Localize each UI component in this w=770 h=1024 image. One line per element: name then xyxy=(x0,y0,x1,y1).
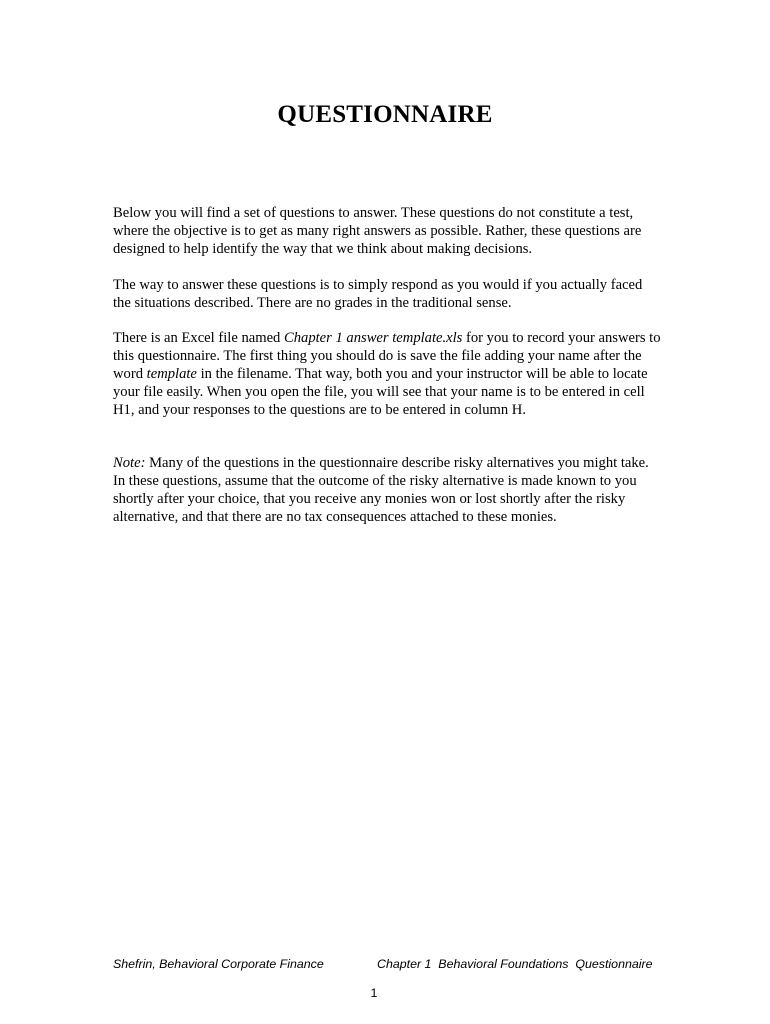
page-title: QUESTIONNAIRE xyxy=(277,101,493,128)
instructions-paragraph: The way to answer these questions is to simply respond as you would if you actually faced the situations described. There are no grades in the traditional sense. xyxy=(113,277,643,311)
note-label: Note: xyxy=(113,455,146,471)
intro-paragraph: Below you will find a set of questions to answer. These questions do not constitute a test, where the objective is to get as many right answers as possible. Rather, these questions are designed to help identify the way that we think about making decisions. xyxy=(113,205,642,257)
excel-file-paragraph xyxy=(113,329,661,419)
footer-chapter-title: Chapter 1 Behavioral Foundations Questionnaire xyxy=(377,957,653,971)
note-paragraph xyxy=(113,454,661,526)
paragraph-text: There is an Excel file named xyxy=(113,330,284,346)
file-name: Chapter 1 answer template.xls xyxy=(284,330,463,346)
note-text: Many of the questions in the questionnaire describe risky alternatives you might take. In these questions, assume that the outcome of the risky alternative is made known to you shortly after your choice, that you receive any monies won or lost shortly after the risky alternative, and that there are no tax consequences attached to these monies. xyxy=(113,455,649,525)
page-number: 1 xyxy=(370,986,378,1000)
paragraph-text: for you to record your answers to this questionnaire. The first thing you should do is save the file adding your name after the word xyxy=(113,330,661,382)
paragraph-text: in the filename. That way, both you and your instructor will be able to locate your file easily. When you open the file, you will see that your name is to be entered in cell H1, and your responses to the questions are to be entered in column H. xyxy=(113,366,648,418)
template-word: template xyxy=(146,366,197,382)
footer-book-title: Shefrin, Behavioral Corporate Finance xyxy=(113,957,324,971)
